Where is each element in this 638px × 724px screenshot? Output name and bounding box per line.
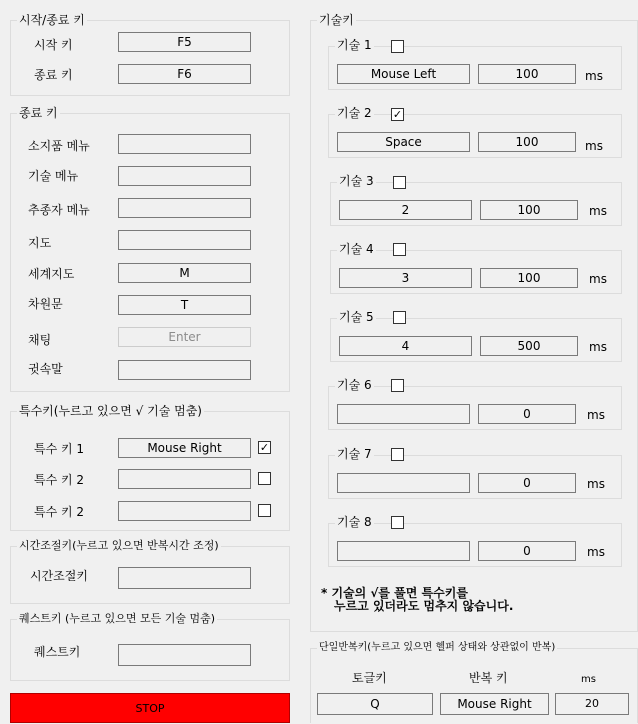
special-keys-group-title: 특수키(누르고 있으면 √ 기술 멈춤)	[19, 404, 202, 418]
skill-2-key-input[interactable]: Space	[337, 132, 470, 152]
skill-1-delay-input[interactable]: 100	[478, 64, 576, 84]
special-key-3-checkbox[interactable]	[258, 504, 271, 517]
special-key-2-checkbox[interactable]	[258, 472, 271, 485]
end-key-item-label: 소지품 메뉴	[28, 139, 90, 153]
repeat-ms-label: ms	[581, 674, 596, 685]
special-key-label: 특수 키 2	[34, 505, 85, 519]
portal-input[interactable]: T	[118, 295, 251, 315]
skill-8-key-input[interactable]	[337, 541, 470, 561]
end-key-item-label: 귓속말	[28, 362, 63, 376]
skill-5-delay-input[interactable]: 500	[480, 336, 578, 356]
special-key-1-checkbox[interactable]: ✓	[259, 441, 270, 454]
skill-6-checkbox[interactable]	[391, 379, 404, 392]
skill-1-label: 기술 1	[337, 38, 372, 52]
skill-5-label: 기술 5	[339, 310, 374, 324]
end-key-item-label: 기술 메뉴	[28, 169, 79, 183]
skill-5-key-input[interactable]: 4	[339, 336, 472, 356]
skill-8-delay-input[interactable]: 0	[478, 541, 576, 561]
skill-6-delay-input[interactable]: 0	[478, 404, 576, 424]
time-adjust-input[interactable]	[118, 567, 251, 589]
skill-4-delay-input[interactable]: 100	[480, 268, 578, 288]
skill-6-label: 기술 6	[337, 378, 372, 392]
time-adjust-label: 시간조절키	[30, 569, 88, 583]
skill-7-label: 기술 7	[337, 447, 372, 461]
skill-menu-input[interactable]	[118, 166, 251, 186]
skill-4-key-input[interactable]: 3	[339, 268, 472, 288]
repeat-ms-input[interactable]: 20	[555, 693, 629, 715]
whisper-input[interactable]	[118, 360, 251, 380]
start-stop-group-title: 시작/종료 키	[19, 13, 85, 27]
skill-5-ms-label: ms	[589, 340, 607, 354]
special-key-1-input[interactable]: Mouse Right	[118, 438, 251, 458]
skill-7-ms-label: ms	[587, 477, 605, 491]
skill-6-key-input[interactable]	[337, 404, 470, 424]
skills-note-line1: * 기술의 √를 풀면 특수키를	[321, 586, 468, 600]
start-key-input[interactable]: F5	[118, 32, 251, 52]
toggle-key-label: 토글키	[352, 671, 387, 685]
end-key-label: 종료 키	[34, 68, 73, 82]
skill-3-ms-label: ms	[589, 204, 607, 218]
skill-1-key-input[interactable]: Mouse Left	[337, 64, 470, 84]
skill-2-delay-input[interactable]: 100	[478, 132, 576, 152]
special-key-label: 특수 키 2	[34, 473, 85, 487]
follower-menu-input[interactable]	[118, 198, 251, 218]
skill-3-label: 기술 3	[339, 174, 374, 188]
skill-8-checkbox[interactable]	[391, 516, 404, 529]
skill-2-ms-label: ms	[585, 139, 603, 153]
skill-3-key-input[interactable]: 2	[339, 200, 472, 220]
quest-key-input[interactable]	[118, 644, 251, 666]
skill-1-checkbox[interactable]	[391, 40, 404, 53]
special-key-3-input[interactable]	[118, 501, 251, 521]
time-adjust-group-title: 시간조절키(누르고 있으면 반복시간 조정)	[19, 539, 219, 552]
skill-2-label: 기술 2	[337, 106, 372, 120]
world-map-input[interactable]: M	[118, 263, 251, 283]
repeat-key-label: 반복 키	[469, 671, 508, 685]
stop-button[interactable]: STOP	[10, 693, 290, 723]
quest-group-title: 퀘스트키 (누르고 있으면 모든 기술 멈춤)	[19, 612, 216, 625]
toggle-key-input[interactable]: Q	[317, 693, 433, 715]
skill-8-ms-label: ms	[587, 545, 605, 559]
skill-8-label: 기술 8	[337, 515, 372, 529]
end-key-item-label: 추종자 메뉴	[28, 203, 90, 217]
inventory-menu-input[interactable]	[118, 134, 251, 154]
map-input[interactable]	[118, 230, 251, 250]
chat-input: Enter	[118, 327, 251, 347]
skill-4-checkbox[interactable]	[393, 243, 406, 256]
end-key-item-label: 차원문	[28, 297, 63, 311]
quest-key-label: 퀘스트키	[34, 645, 81, 659]
end-key-item-label: 지도	[28, 236, 52, 250]
skill-1-ms-label: ms	[585, 69, 603, 83]
skills-note-line2: 누르고 있더라도 멈추지 않습니다.	[334, 599, 514, 613]
repeat-key-input[interactable]: Mouse Right	[440, 693, 549, 715]
skill-3-delay-input[interactable]: 100	[480, 200, 578, 220]
start-key-label: 시작 키	[34, 38, 73, 52]
skill-3-checkbox[interactable]	[393, 176, 406, 189]
skill-6-ms-label: ms	[587, 408, 605, 422]
end-keys-group-title: 종료 키	[19, 106, 58, 120]
end-key-item-label: 세계지도	[28, 267, 75, 281]
skills-group-title: 기술키	[319, 13, 354, 27]
end-key-item-label: 채팅	[28, 333, 52, 347]
special-key-2-input[interactable]	[118, 469, 251, 489]
skill-7-key-input[interactable]	[337, 473, 470, 493]
skill-5-checkbox[interactable]	[393, 311, 406, 324]
skill-4-ms-label: ms	[589, 272, 607, 286]
end-key-input[interactable]: F6	[118, 64, 251, 84]
skill-2-checkbox[interactable]: ✓	[392, 108, 403, 121]
special-key-label: 특수 키 1	[34, 442, 85, 456]
skill-7-checkbox[interactable]	[391, 448, 404, 461]
skill-7-delay-input[interactable]: 0	[478, 473, 576, 493]
end-keys-group	[10, 106, 290, 392]
repeat-group-title: 단일반복키(누르고 있으면 헬퍼 상태와 상관없이 반복)	[319, 642, 556, 653]
skill-4-label: 기술 4	[339, 242, 374, 256]
